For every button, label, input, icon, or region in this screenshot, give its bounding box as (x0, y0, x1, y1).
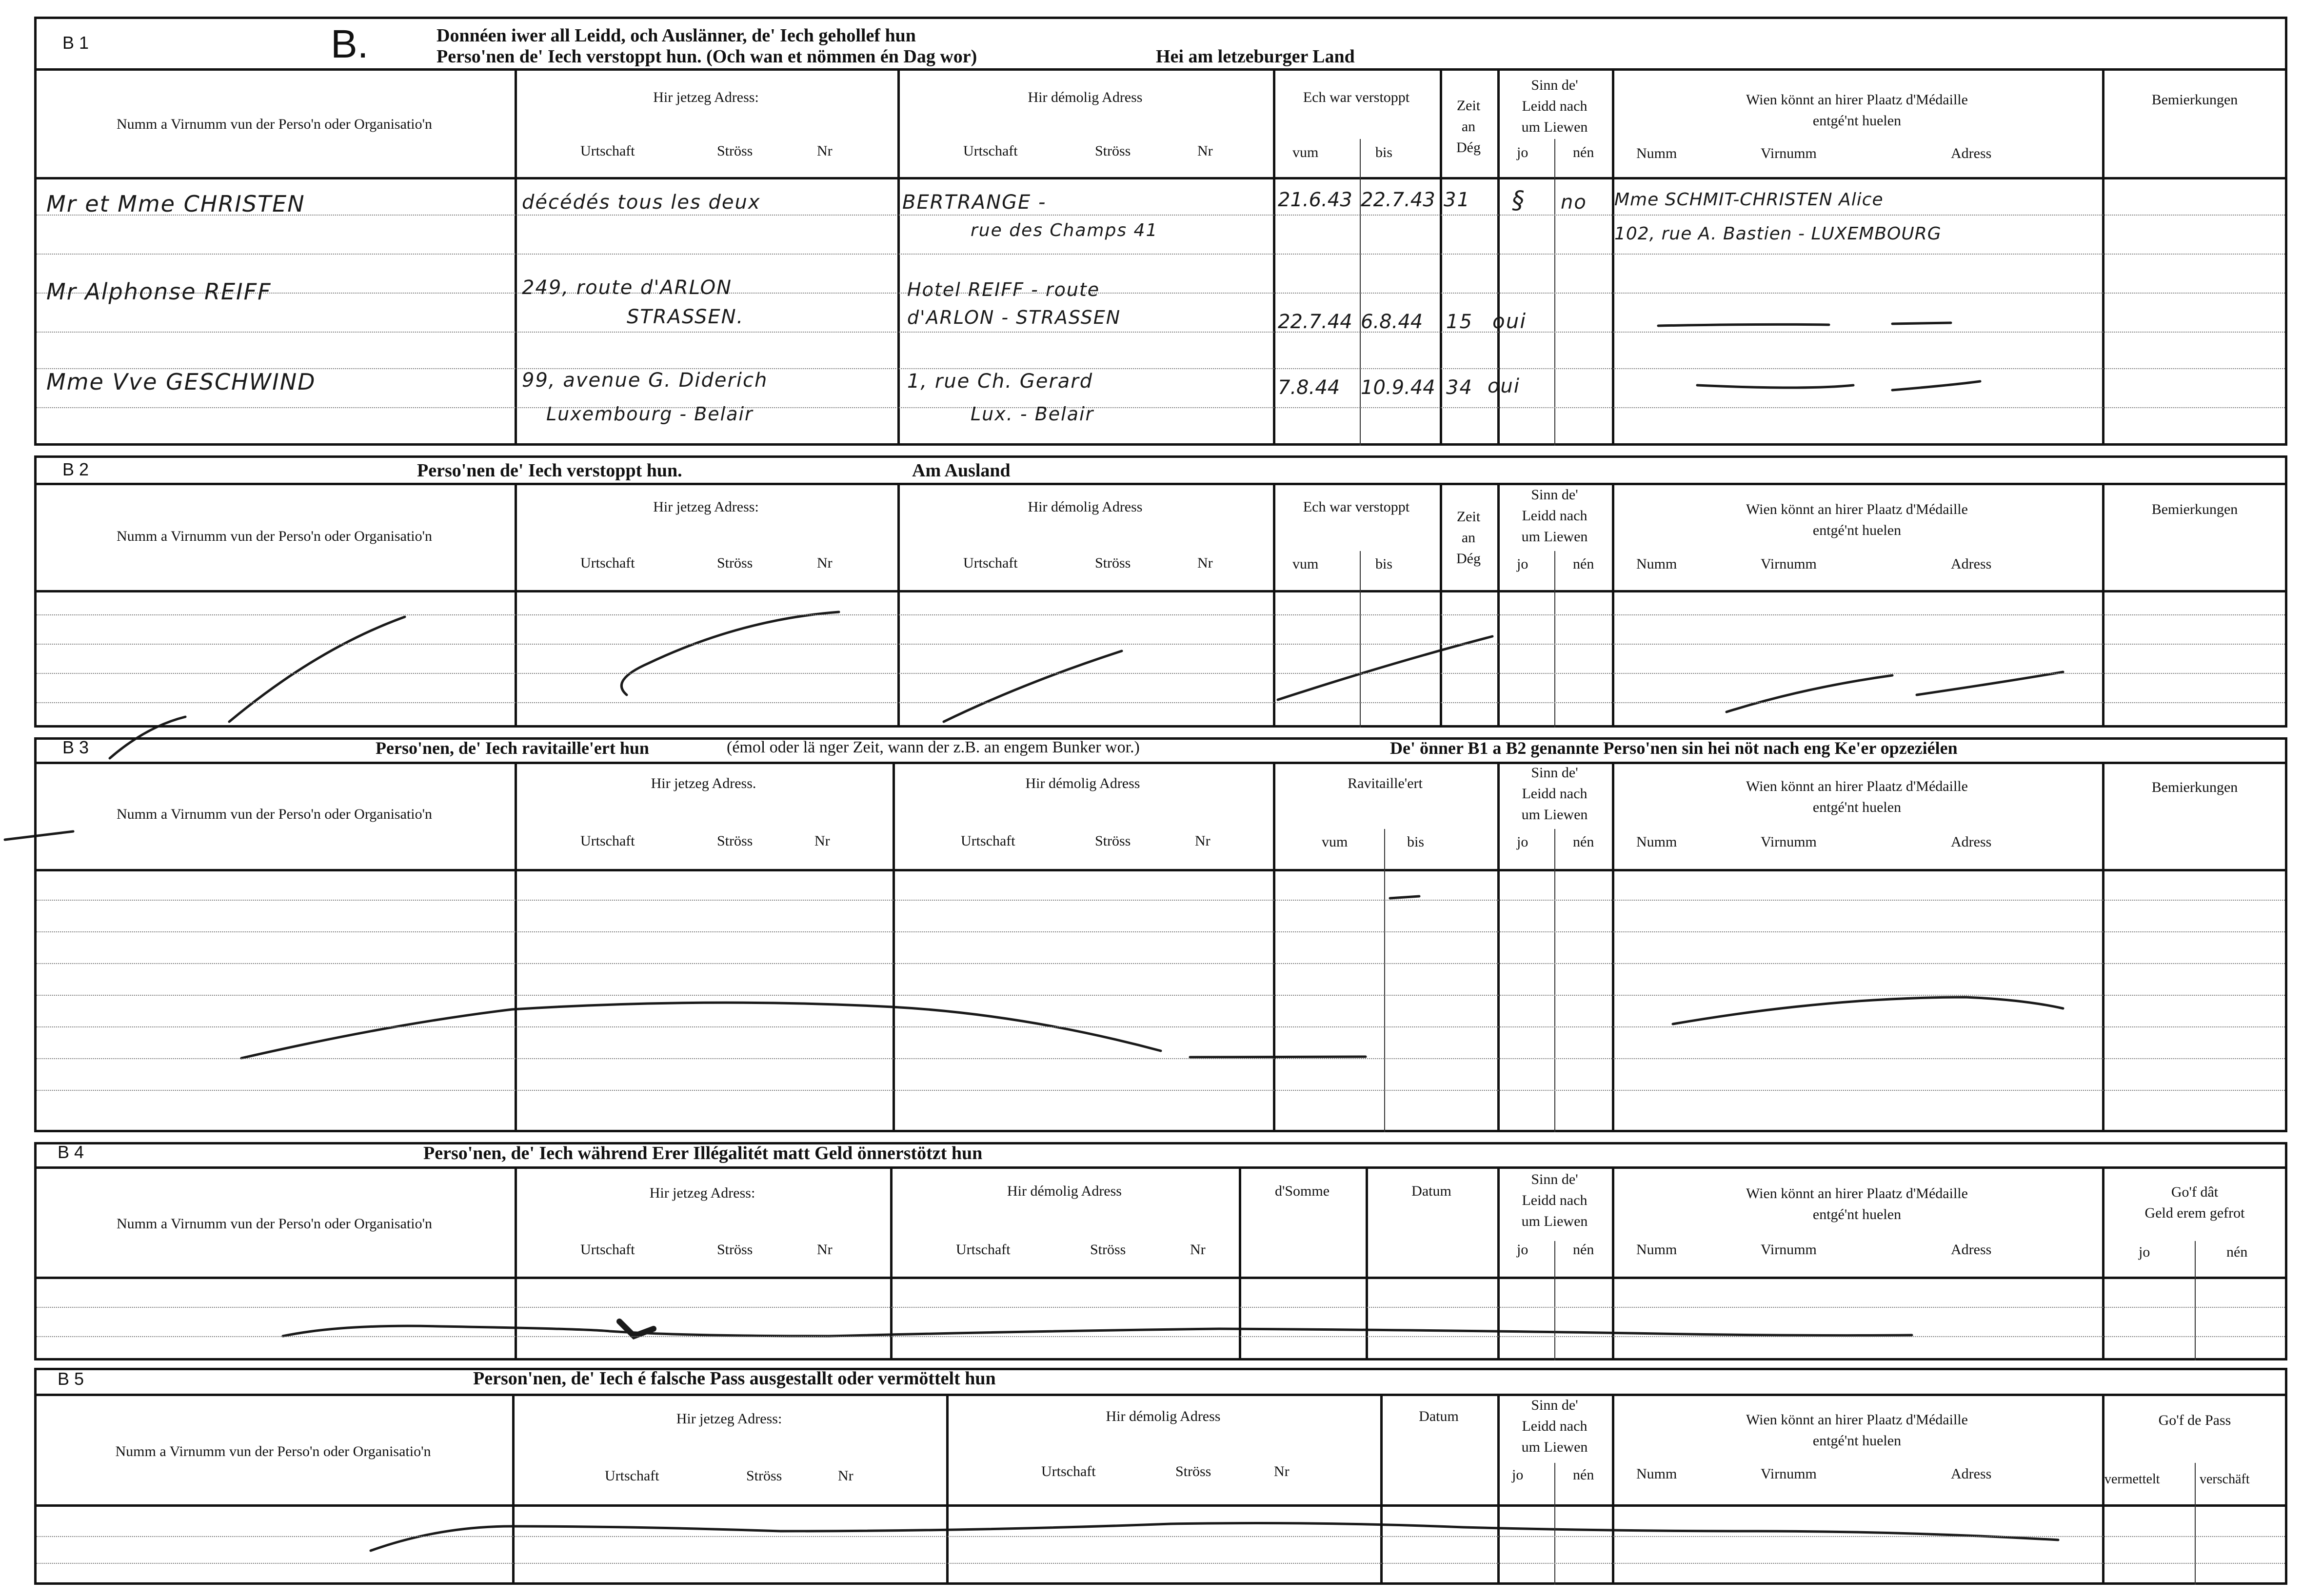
b1-row2-current1: 249, route d'ARLON (522, 276, 733, 299)
b4-title: Perso'nen, de' Iech während Erer Illégalitét matt Geld önnerstötzt hun (423, 1143, 983, 1163)
b1-numm: Numm (1636, 145, 1677, 161)
b1-row2-current2: STRASSEN. (627, 306, 744, 328)
b1-row1-former1: BERTRANGE - (902, 191, 1047, 214)
b1-col-remarks: Bemierkungen (2151, 92, 2238, 108)
b1-row1-current: décédés tous les deux (522, 191, 761, 214)
b3-col-name: Numm a Virnumm vun der Perso'n oder Organisatio'n (117, 806, 432, 822)
b1-bis: bis (1375, 144, 1393, 160)
b1-row2-from: 22.7.44 (1278, 311, 1352, 333)
b1-row2-days: 15 (1446, 311, 1473, 333)
b4-col-geld: Go'f dât (2171, 1184, 2219, 1200)
b1-row1-medal1: Mme SCHMIT-CHRISTEN Alice (1614, 190, 1884, 210)
b3-col-ravitailleert: Ravitaille'ert (1348, 775, 1423, 791)
section-b4 (34, 1142, 2287, 1360)
b1-urtschaft: Urtschaft (580, 143, 635, 159)
b1-adress: Adress (1951, 145, 1992, 161)
b3-title-note: (émol oder lä nger Zeit, wann der z.B. an engem Bunker wor.) (727, 738, 1140, 756)
b1-title-where: Hei am letzeburger Land (1156, 46, 1355, 67)
b4-col-current: Hir jetzeg Adress: (649, 1185, 755, 1201)
b1-row3-to: 10.9.44 (1361, 376, 1435, 399)
section-letter: B. (331, 22, 369, 66)
b3-title: Perso'nen, de' Iech ravitaille'ert hun (376, 738, 649, 758)
b1-row3-former2: Lux. - Belair (971, 403, 1094, 425)
b1-row2-former2: d'ARLON - STRASSEN (907, 307, 1121, 328)
b1-title-line2: Perso'nen de' Iech verstoppt hun. (Och wan et nömmen én Dag wor) (437, 46, 977, 67)
b5-col-pass: Go'f de Pass (2158, 1412, 2231, 1428)
b5-col-former: Hir démolig Adress (1106, 1408, 1221, 1424)
b1-row1-from: 21.6.43 (1278, 189, 1352, 211)
b1-row2-alive: oui (1492, 309, 1527, 333)
b3-title-note2: De' önner B1 a B2 genannte Perso'nen sin hei nöt nach eng Ke'er opzeziélen (1390, 738, 1958, 758)
b1-nr2: Nr (1197, 143, 1213, 159)
b5-col-name: Numm a Virnumm vun der Perso'n oder Organisatio'n (115, 1443, 431, 1459)
b1-row1-medal2: 102, rue A. Bastien - LUXEMBOURG (1614, 224, 1942, 244)
b1-col-name: Numm a Virnumm vun der Perso'n oder Organisatio'n (117, 116, 432, 132)
b1-row1-alive: § (1512, 186, 1525, 214)
b1-nen: nén (1573, 144, 1594, 160)
b1-row1-dead: no (1561, 191, 1587, 214)
b2-tag: B 2 (62, 459, 89, 479)
b1-row2-former1: Hotel REIFF - route (907, 279, 1100, 300)
b1-row3-name: Mme Vve GESCHWIND (46, 369, 316, 395)
b1-title-line1: Donnéen iwer all Leidd, och Auslänner, de' Iech gehollef hun (437, 25, 916, 46)
b1-row3-current2: Luxembourg - Belair (546, 403, 754, 425)
b3-col-current: Hir jetzeg Adress. (651, 775, 756, 791)
b1-tag: B 1 (62, 33, 89, 53)
b1-col-former: Hir démolig Adress (1028, 89, 1143, 105)
b1-col-current: Hir jetzeg Adress: (653, 89, 759, 105)
b2-col-hidden: Ech war verstoppt (1303, 499, 1410, 515)
b1-row1-days: 31 (1444, 189, 1470, 211)
b1-row1-former2: rue des Champs 41 (971, 220, 1158, 240)
b1-jo: jo (1517, 144, 1528, 160)
b2-where: Am Ausland (912, 460, 1011, 481)
b1-row3-days: 34 (1446, 376, 1473, 399)
b1-zeit: Zeit (1456, 98, 1481, 114)
b5-col-datum: Datum (1419, 1408, 1459, 1424)
b2-col-former: Hir démolig Adress (1028, 499, 1143, 515)
b4-col-name: Numm a Virnumm vun der Perso'n oder Organisatio'n (117, 1216, 432, 1232)
section-b5 (34, 1368, 2287, 1585)
b1-row3-alive: oui (1488, 375, 1520, 397)
b1-virnumm: Virnumm (1761, 145, 1817, 161)
b2-col-current: Hir jetzeg Adress: (653, 499, 759, 515)
b1-urtschaft2: Urtschaft (963, 143, 1018, 159)
b1-stross2: Ströss (1095, 143, 1131, 159)
b5-col-current: Hir jetzeg Adress: (676, 1411, 782, 1427)
b1-row2-name: Mr Alphonse REIFF (46, 278, 272, 305)
section-b3 (34, 737, 2287, 1132)
b4-col-datum: Datum (1411, 1183, 1451, 1199)
b2-title: Perso'nen de' Iech verstoppt hun. (417, 460, 682, 481)
b4-col-somme: d'Somme (1274, 1183, 1330, 1199)
b3-col-former: Hir démolig Adress (1025, 775, 1140, 791)
b1-row3-former1: 1, rue Ch. Gerard (907, 370, 1093, 393)
b1-row1-name: Mr et Mme CHRISTEN (46, 191, 305, 217)
b5-tag: B 5 (58, 1369, 84, 1389)
b1-stross: Ströss (717, 143, 753, 159)
b1-col-medal: Wien könnt an hirer Plaatz d'Médaille (1746, 92, 1968, 108)
b1-vum: vum (1292, 144, 1319, 160)
b1-row2-to: 6.8.44 (1361, 311, 1423, 333)
b1-row3-from: 7.8.44 (1278, 376, 1340, 399)
b1-nr: Nr (817, 143, 833, 159)
b2-col-name: Numm a Virnumm vun der Perso'n oder Organisatio'n (117, 528, 432, 544)
b3-tag: B 3 (62, 737, 89, 757)
section-b1 (34, 17, 2287, 446)
b1-row3-current1: 99, avenue G. Diderich (522, 369, 768, 392)
b5-title: Person'nen, de' Iech é falsche Pass ausgestallt oder vermöttelt hun (473, 1368, 996, 1389)
b4-tag: B 4 (58, 1142, 84, 1162)
b1-row1-to: 22.7.43 (1361, 189, 1435, 211)
b4-col-former: Hir démolig Adress (1007, 1183, 1122, 1199)
b1-col-hidden: Ech war verstoppt (1303, 89, 1410, 105)
b1-sinn: Sinn de' (1531, 77, 1578, 93)
